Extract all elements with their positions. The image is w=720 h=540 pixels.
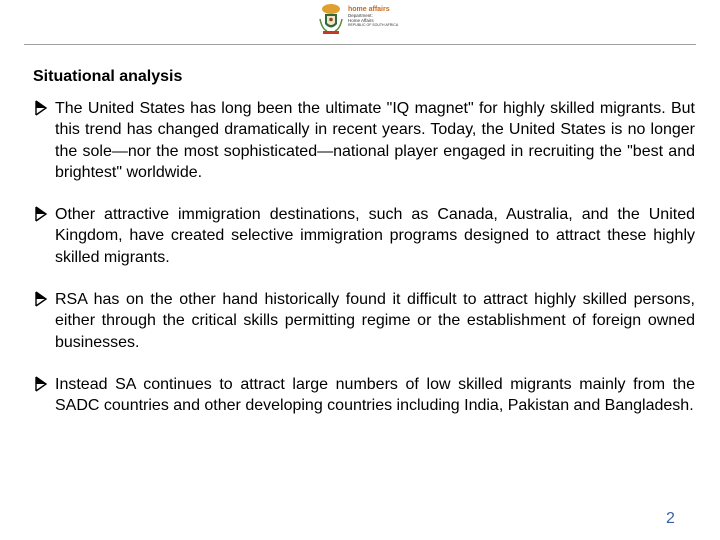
arrow-bullet-icon [34,376,48,392]
arrow-bullet-icon [34,291,48,307]
arrow-bullet-icon [34,100,48,116]
logo-republic: REPUBLIC OF SOUTH AFRICA [348,23,399,27]
arrow-bullet-icon [34,206,48,222]
bullet-item [33,374,695,417]
coat-of-arms-icon [318,2,344,36]
bullet-list [33,98,695,438]
page-number: 2 [666,510,675,527]
logo-title: home affairs [348,6,390,13]
logo-department: Department: [348,13,373,18]
bullet-text: Instead SA continues to attract large numbers of low skilled migrants mainly from the SADC countries and other developing countries including India, Pakistan and Bangladesh. [55,375,695,415]
department-logo [318,2,428,36]
slide-title: Situational analysis [33,68,183,85]
bullet-text: Other attractive immigration destinations, such as Canada, Australia, and the United Kingdom, have created selective immigration programs designed to attract these highly skilled migrants. [55,206,695,266]
logo-subtitle: Home Affairs [348,17,374,23]
bullet-item [33,98,695,183]
bullet-item [33,289,695,353]
bullet-text: RSA has on the other hand historically found it difficult to attract highly skilled persons, either through the critical skills permitting regime or the establishment of foreign owned businesses. [55,291,695,351]
header-divider [24,44,696,45]
bullet-item [33,204,695,268]
bullet-text: The United States has long been the ultimate "IQ magnet" for highly skilled migrants. But this trend has changed dramatically in recent years. Today, the United States is no longer the sole—nor the most sophisticated—national player engaged in recruiting the "best and brightest" worldwide. [55,100,695,181]
